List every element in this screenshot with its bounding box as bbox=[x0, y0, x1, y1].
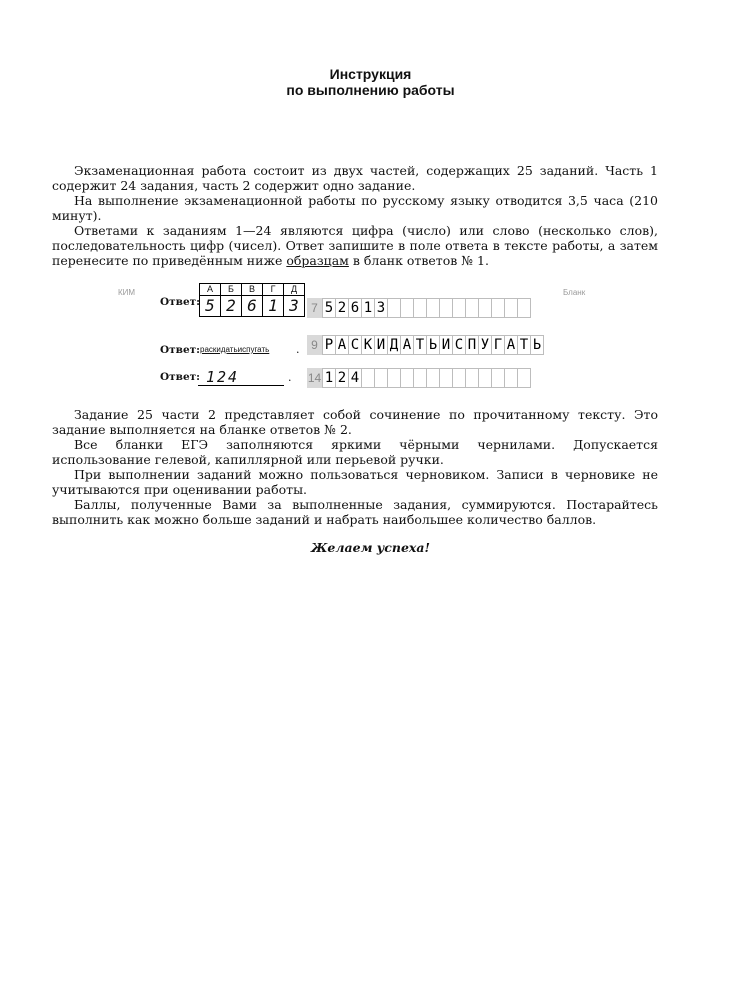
form-row-number: 9 bbox=[307, 335, 322, 355]
letter-cell: В bbox=[242, 284, 263, 296]
intro-p3-end: в бланк ответов № 1. bbox=[348, 253, 489, 268]
form-cell: Т bbox=[413, 335, 427, 355]
kim-label: КИМ bbox=[118, 288, 136, 297]
form-cell bbox=[439, 298, 453, 318]
letter-cell: Г bbox=[263, 284, 284, 296]
letter-cell: Б bbox=[221, 284, 242, 296]
title-line-1: Инструкция bbox=[329, 66, 412, 82]
digit-cell: 1 bbox=[263, 296, 284, 317]
form-cell: И bbox=[439, 335, 453, 355]
form-cell bbox=[361, 368, 375, 388]
form-cell: С bbox=[452, 335, 466, 355]
form-cell: 2 bbox=[335, 368, 349, 388]
form-cell bbox=[491, 368, 505, 388]
digit-cell: 6 bbox=[242, 296, 263, 317]
rules-paragraph-3: При выполнении заданий можно пользоваться черновиком. Записи в черновике не учитываются при оценивании работы. bbox=[52, 467, 658, 497]
form-cell: И bbox=[374, 335, 388, 355]
form-cell: 1 bbox=[361, 298, 375, 318]
form-cell: А bbox=[335, 335, 349, 355]
form-cell bbox=[426, 368, 440, 388]
closing-wish: Желаем успеха! bbox=[311, 540, 430, 555]
form-cell: 6 bbox=[348, 298, 362, 318]
letter-cell: А bbox=[200, 284, 221, 296]
form-cell bbox=[517, 368, 531, 388]
digit-cell: 5 bbox=[200, 296, 221, 317]
form-cell bbox=[452, 368, 466, 388]
form-row-1 bbox=[307, 298, 531, 318]
form-cell bbox=[504, 368, 518, 388]
form-row-cells bbox=[322, 298, 531, 318]
rules-paragraph-2: Все бланки ЕГЭ заполняются яркими чёрными чернилами. Допускается использование гелевой, капиллярной или перьевой ручки. bbox=[52, 437, 658, 467]
form-cell bbox=[478, 298, 492, 318]
blank-label: Бланк bbox=[563, 288, 586, 297]
form-cell bbox=[517, 298, 531, 318]
form-cell: Ь bbox=[426, 335, 440, 355]
form-cell bbox=[504, 298, 518, 318]
form-cell bbox=[400, 298, 414, 318]
form-row-number: 14 bbox=[307, 368, 322, 388]
form-cell: А bbox=[504, 335, 518, 355]
intro-paragraph-2: На выполнение экзаменационной работы по русскому языку отводится 3,5 часа (210 минут). bbox=[52, 193, 658, 223]
form-cell: Т bbox=[517, 335, 531, 355]
form-row-3 bbox=[307, 368, 531, 388]
rules-paragraph-1: Задание 25 части 2 представляет собой сочинение по прочитанному тексту. Это задание выполняется на бланке ответов № 2. bbox=[52, 407, 658, 437]
form-cell: 5 bbox=[322, 298, 336, 318]
form-cell bbox=[452, 298, 466, 318]
form-cell: 3 bbox=[374, 298, 388, 318]
form-cell: 4 bbox=[348, 368, 362, 388]
form-cell bbox=[491, 298, 505, 318]
form-cell bbox=[387, 298, 401, 318]
form-cell bbox=[413, 298, 427, 318]
form-cell bbox=[478, 368, 492, 388]
form-cell bbox=[374, 368, 388, 388]
form-cell: Д bbox=[387, 335, 401, 355]
form-cell: П bbox=[465, 335, 479, 355]
form-row-2 bbox=[307, 335, 544, 355]
page-title bbox=[0, 66, 741, 98]
form-cell: Г bbox=[491, 335, 505, 355]
letter-digit-table bbox=[199, 283, 305, 317]
digit-cell: 3 bbox=[284, 296, 305, 317]
form-cell bbox=[465, 298, 479, 318]
answer-label-3: Ответ: bbox=[160, 371, 201, 383]
answer-label-1: Ответ: bbox=[160, 296, 201, 308]
form-cell bbox=[387, 368, 401, 388]
form-cell: У bbox=[478, 335, 492, 355]
form-row-cells bbox=[322, 368, 531, 388]
form-cell: 1 bbox=[322, 368, 336, 388]
handwritten-word-answer: раскидатьиспугать bbox=[200, 345, 270, 354]
form-cell: Ь bbox=[530, 335, 544, 355]
form-row-number: 7 bbox=[307, 298, 322, 318]
form-cell bbox=[426, 298, 440, 318]
form-cell: К bbox=[361, 335, 375, 355]
handwritten-number-answer: 124 bbox=[198, 370, 284, 386]
intro-paragraph-1: Экзаменационная работа состоит из двух частей, содержащих 25 заданий. Часть 1 содержит 24 задания, часть 2 содержит одно задание. bbox=[52, 163, 658, 193]
answer-label-2: Ответ: bbox=[160, 344, 201, 356]
answer-dot: . bbox=[288, 371, 292, 384]
intro-paragraph-3 bbox=[52, 223, 658, 268]
intro-p3-text: Ответами к заданиям 1—24 являются цифра (число) или слово (несколько слов), последовательность цифр (чисел). Ответ запишите в поле ответа в тексте работы, а затем перенесите по приведённым ниже bbox=[52, 223, 658, 268]
form-cell bbox=[465, 368, 479, 388]
form-cell bbox=[400, 368, 414, 388]
form-cell: С bbox=[348, 335, 362, 355]
samples-link-text: образцам bbox=[286, 253, 349, 268]
title-line-2: по выполнению работы bbox=[286, 82, 455, 98]
form-cell: А bbox=[400, 335, 414, 355]
form-row-cells bbox=[322, 335, 544, 355]
form-cell: 2 bbox=[335, 298, 349, 318]
rules-section bbox=[52, 407, 658, 527]
form-cell bbox=[439, 368, 453, 388]
letter-cell: Д bbox=[284, 284, 305, 296]
rules-paragraph-4: Баллы, полученные Вами за выполненные задания, суммируются. Постарайтесь выполнить как можно больше заданий и набрать наибольшее количество баллов. bbox=[52, 497, 658, 527]
form-cell bbox=[413, 368, 427, 388]
answer-dot: . bbox=[296, 343, 300, 356]
digit-cell: 2 bbox=[221, 296, 242, 317]
form-cell: Р bbox=[322, 335, 336, 355]
intro-section bbox=[52, 163, 658, 268]
